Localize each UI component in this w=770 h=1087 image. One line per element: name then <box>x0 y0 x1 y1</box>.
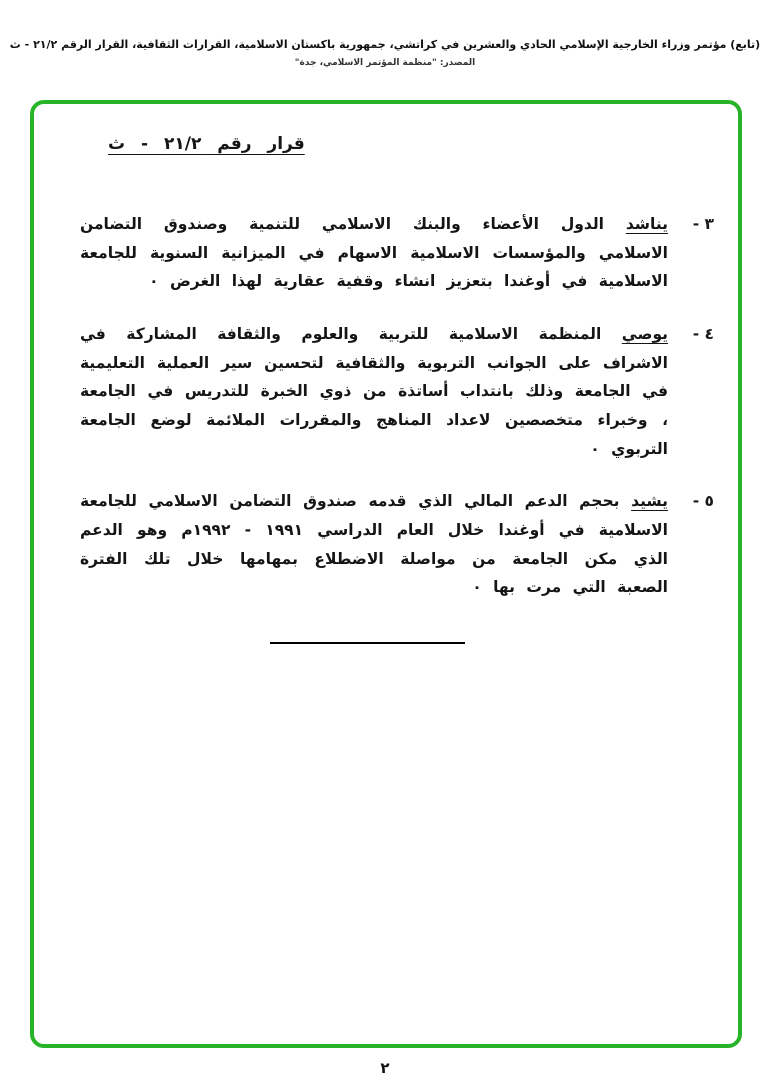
item-rest-text: الدول الأعضاء والبنك الاسلامي للتنمية وصندوق التضامن الاسلامي والمؤسسات الاسلامية الاسهام في الميزانية السنوية للجامعة الاسلامية في أوغندا بتعزيز انشاء وقفية عقارية لهذا الغرض ٠ <box>80 215 668 291</box>
item-text <box>80 320 668 463</box>
item-number: ٥ - <box>692 492 714 511</box>
resolution-item-4 <box>80 320 714 463</box>
item-rest-text: المنظمة الاسلامية للتربية والعلوم والثقافة المشاركة في الاشراف على الجوانب التربوية والثقافية لتحسين سير العملية التعليمية في الجامعة وذلك بانتداب أساتذة من ذوي الخبرة للتدريس في الجامعة ، وخبراء متخصصين لاعداد المناهج والمقررات الملائمة لوضع الجامعة التربوي ٠ <box>80 325 668 458</box>
resolution-items <box>80 210 714 602</box>
title-row <box>80 134 714 154</box>
item-rest-text: بحجم الدعم المالي الذي قدمه صندوق التضامن الاسلامي للجامعة الاسلامية في أوغندا خلال العام الدراسي ١٩٩١ - ١٩٩٢م وهو الدعم الذي مكن الجامعة من مواصلة الاضطلاع بمهامها خلال تلك الفترة الصعبة التي مرت بها ٠ <box>80 492 668 597</box>
page-number: ٢ <box>380 1059 390 1077</box>
page-header <box>0 0 770 68</box>
item-text <box>80 210 668 296</box>
item-number: ٣ - <box>692 215 714 233</box>
document-content <box>34 104 738 1044</box>
item-text <box>80 487 668 602</box>
item-lead-word: يوصي <box>621 325 668 344</box>
resolution-title: قرار رقم ٢١/٢ - ث <box>108 134 305 154</box>
resolution-item-5 <box>80 487 714 602</box>
header-source: المصدر: "منظمة المؤتمر الاسلامي، جدة" <box>294 58 476 68</box>
item-lead-word: يناشد <box>625 215 668 233</box>
resolution-item-3 <box>80 210 714 296</box>
document-frame <box>30 100 742 1048</box>
item-number: ٤ - <box>692 325 714 344</box>
item-lead-word: يشيد <box>631 492 668 511</box>
section-divider <box>270 642 465 644</box>
header-citation: (تابع) مؤتمر وزراء الخارجية الإسلامي الحادي والعشرين في كراتشي، جمهورية باكستان الاسلامية، القرارات الثقافية، القرار الرقم ٢١/٢ - ث <box>9 38 761 51</box>
